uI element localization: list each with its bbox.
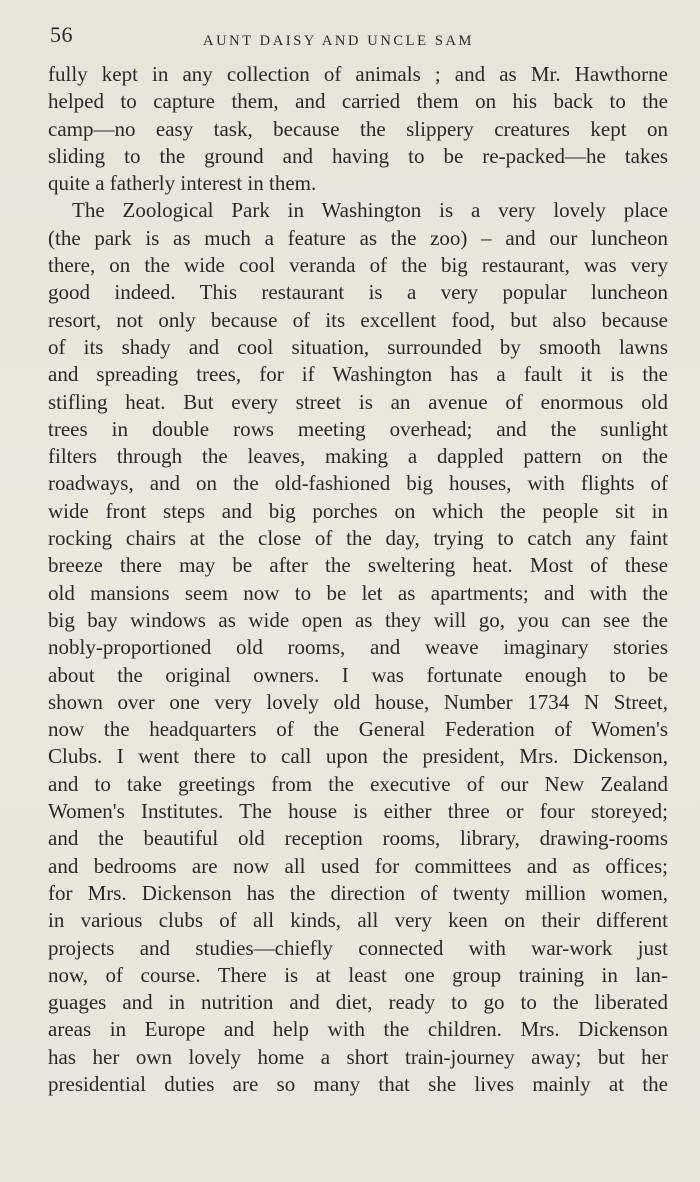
- text-line: trees in double rows meeting overhead; and the sunlight: [48, 416, 668, 441]
- text-line: helped to capture them, and carried them on his back to the: [48, 89, 668, 114]
- text-line: sliding to the ground and having to be re-packed—he takes: [48, 143, 668, 168]
- text-line: guages and in nutrition and diet, ready to go to the liberated: [48, 990, 668, 1015]
- text-line: in various clubs of all kinds, all very keen on their different: [48, 908, 668, 933]
- paragraph-continued: [48, 61, 668, 197]
- text-line: for Mrs. Dickenson has the direction of twenty million women,: [48, 880, 668, 905]
- text-line: fully kept in any collection of animals ; and as Mr. Hawthorne: [48, 62, 668, 86]
- page-number: 56: [50, 22, 73, 47]
- text-line: Clubs. I went there to call upon the president, Mrs. Dickenson,: [48, 744, 668, 769]
- text-line: stifling heat. But every street is an avenue of enormous old: [48, 389, 668, 414]
- text-line: has her own lovely home a short train-journey away; but her: [48, 1044, 668, 1069]
- text-line: nobly-proportioned old rooms, and weave imaginary stories: [48, 635, 668, 660]
- text-line: of its shady and cool situation, surrounded by smooth lawns: [48, 334, 668, 359]
- text-line: now, of course. There is at least one group training in lan-: [48, 962, 668, 987]
- text-line: Women's Institutes. The house is either three or four storeyed;: [48, 799, 668, 824]
- text-line: there, on the wide cool veranda of the big restaurant, was very: [48, 253, 668, 278]
- body-text: [48, 61, 668, 1098]
- text-line: projects and studies—chiefly connected with war-work just: [48, 935, 668, 960]
- paragraph-zoological-park: [48, 197, 668, 1098]
- text-line: good indeed. This restaurant is a very popular luncheon: [48, 280, 668, 305]
- text-line: rocking chairs at the close of the day, trying to catch any faint: [48, 526, 668, 551]
- text-line: resort, not only because of its excellent food, but also because: [48, 307, 668, 332]
- text-line: filters through the leaves, making a dappled pattern on the: [48, 444, 668, 469]
- text-line: and spreading trees, for if Washington has a fault it is the: [48, 362, 668, 387]
- text-line: big bay windows as wide open as they will go, you can see the: [48, 607, 668, 632]
- text-line: camp—no easy task, because the slippery creatures kept on: [48, 116, 668, 141]
- running-head: [0, 22, 700, 52]
- text-line: and bedrooms are now all used for committees and as offices;: [48, 853, 668, 878]
- text-line: breeze there may be after the sweltering heat. Most of these: [48, 553, 668, 578]
- text-line: quite a fatherly interest in them.: [48, 171, 317, 196]
- text-line: and to take greetings from the executive of our New Zealand: [48, 771, 668, 796]
- running-title: AUNT DAISY AND UNCLE SAM: [203, 33, 475, 49]
- text-line: areas in Europe and help with the children. Mrs. Dickenson: [48, 1017, 668, 1042]
- text-line: and the beautiful old reception rooms, library, drawing-rooms: [48, 826, 668, 851]
- text-line: now the headquarters of the General Federation of Women's: [48, 717, 668, 742]
- text-line: shown over one very lovely old house, Number 1734 N Street,: [48, 689, 668, 714]
- text-line: The Zoological Park in Washington is a very lovely place: [72, 198, 668, 223]
- text-line: wide front steps and big porches on which the people sit in: [48, 498, 668, 523]
- text-line: presidential duties are so many that she lives mainly at the: [48, 1071, 668, 1096]
- text-line: old mansions seem now to be let as apartments; and with the: [48, 580, 668, 605]
- text-line: about the original owners. I was fortunate enough to be: [48, 662, 668, 687]
- text-line: roadways, and on the old-fashioned big houses, with flights of: [48, 471, 668, 496]
- text-line: (the park is as much a feature as the zoo) – and our luncheon: [48, 225, 668, 250]
